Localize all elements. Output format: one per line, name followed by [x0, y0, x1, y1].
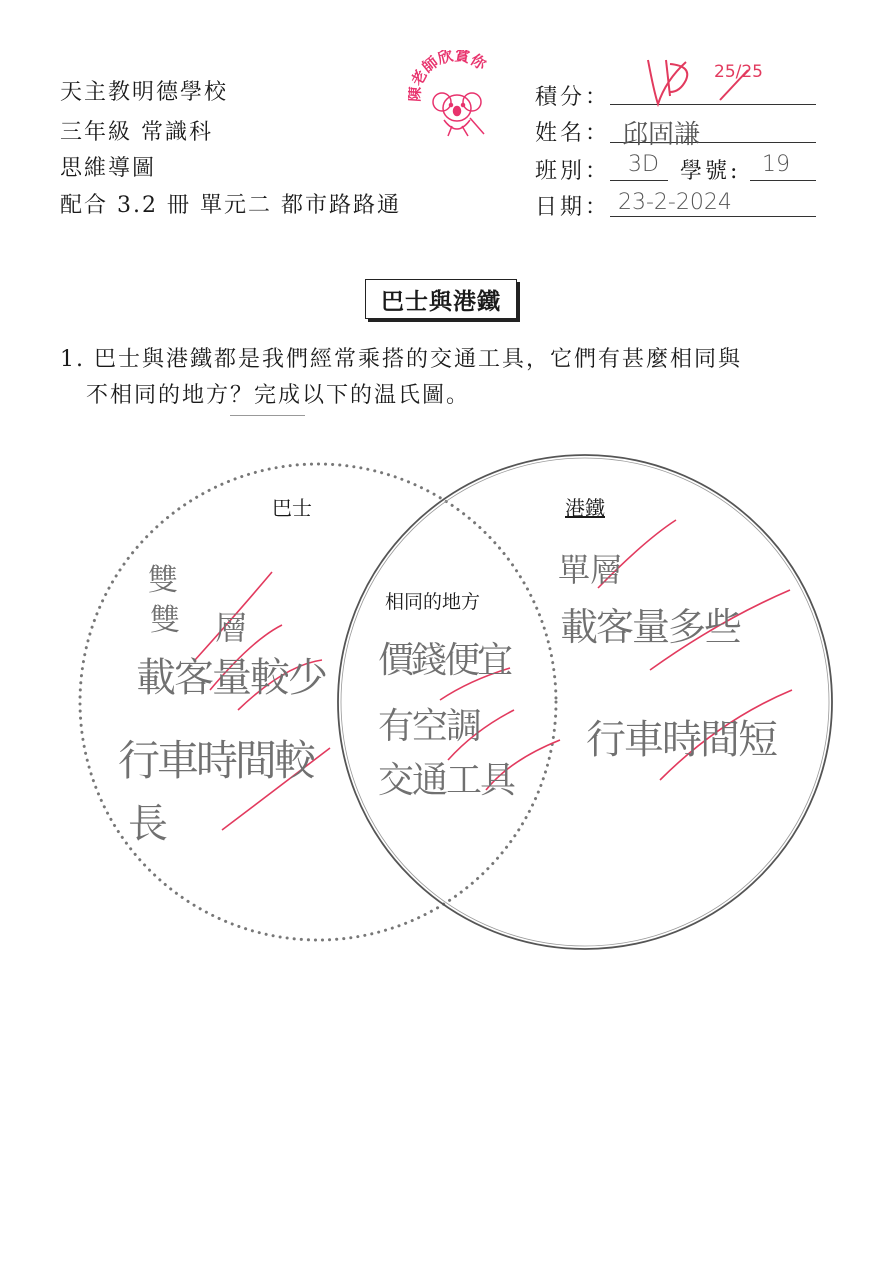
number-value: 19	[762, 152, 790, 177]
right-answer: 行車時間短	[586, 717, 776, 763]
score-label: 積分：	[535, 85, 611, 110]
left-answer: 雙	[150, 603, 180, 638]
unit-reference: 配合 3.2 冊 單元二 都市路路通	[60, 193, 401, 218]
question-line-1: 1. 巴士與港鐵都是我們經常乘搭的交通工具，它們有甚麼相同與	[60, 347, 742, 372]
left-answer: 行車時間較	[118, 736, 314, 785]
class-label: 班別：	[535, 159, 611, 184]
name-label: 姓名：	[535, 121, 611, 146]
left-answer: 長	[128, 801, 168, 847]
question-line-2: 不相同的地方？完成以下的温氏圖。	[86, 383, 471, 408]
score-value: 25/25	[714, 62, 763, 82]
left-annotation: 雙	[148, 563, 178, 598]
worksheet-title: 巴士與港鐵	[365, 279, 517, 319]
date-value: 23-2-2024	[618, 190, 732, 215]
class-value: 3D	[628, 152, 659, 177]
date-label: 日期：	[535, 195, 611, 220]
center-answer: 價錢便宜	[378, 640, 511, 681]
venn-left-label: 巴士	[272, 496, 312, 520]
number-label: 學號:	[680, 159, 741, 184]
name-value: 邱固謙	[622, 120, 701, 150]
right-answer: 單層	[558, 551, 623, 589]
center-answer: 交通工具	[378, 760, 515, 801]
venn-center-label: 相同的地方	[385, 591, 481, 613]
stamp-text: 老師欣賞你	[408, 50, 490, 89]
grade-subject: 三年級 常識科	[60, 120, 213, 145]
center-answer: 有空調	[378, 706, 481, 747]
left-answer: 載客量較少	[136, 655, 326, 701]
venn-right-label: 港鐵	[565, 496, 605, 520]
school-name: 天主教明德學校	[60, 80, 229, 105]
right-answer: 載客量多些	[560, 605, 741, 649]
left-answer: 層	[215, 609, 248, 647]
worksheet-type: 思維導圖	[60, 156, 157, 181]
